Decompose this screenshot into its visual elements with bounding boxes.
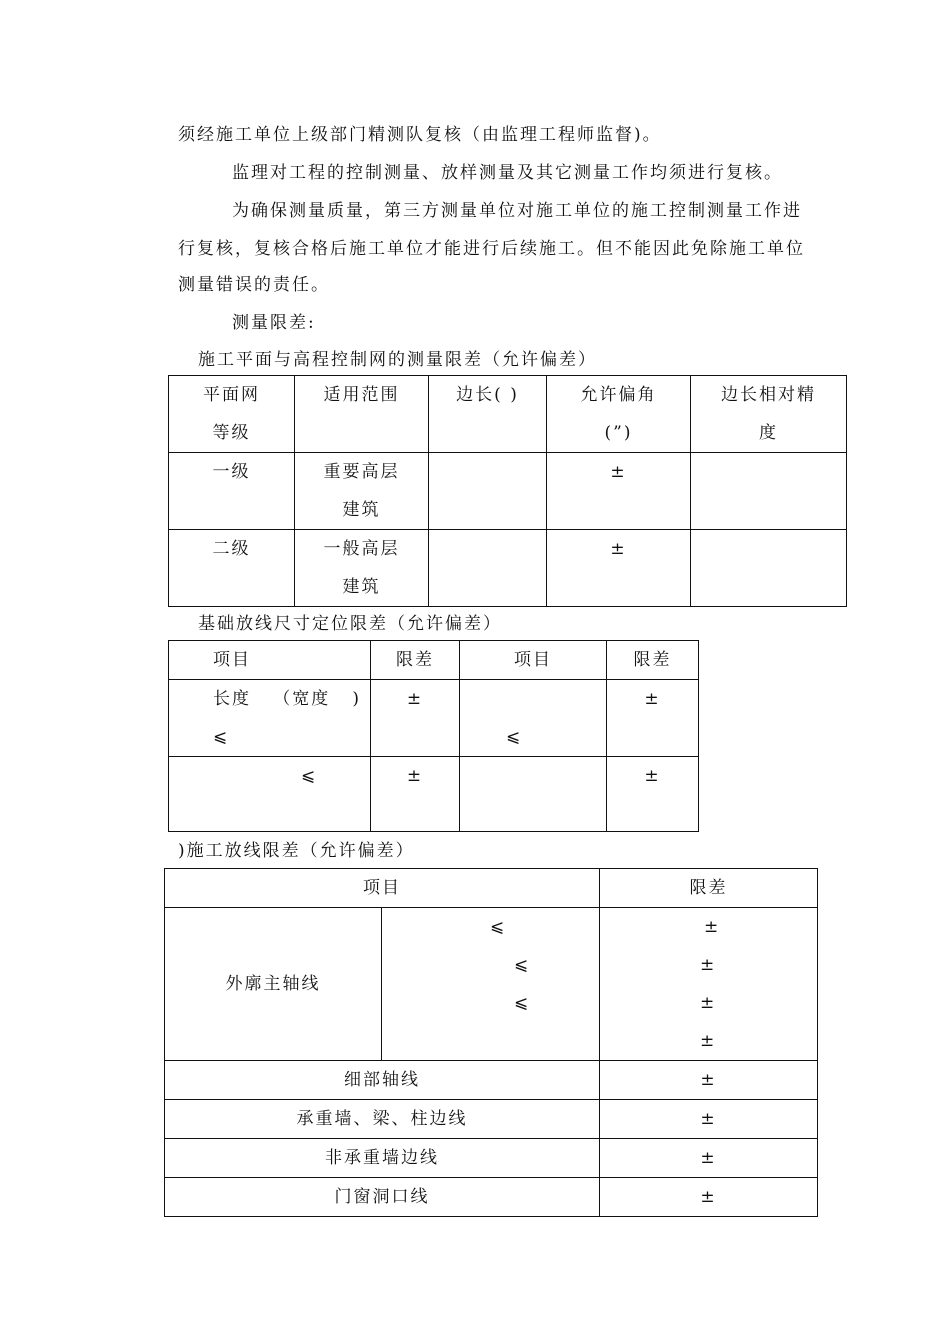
table-row: ⩽ ± ± — [169, 757, 699, 832]
header-item: 项目 — [165, 869, 600, 908]
header-level: 平面网 等级 — [169, 376, 295, 453]
table-row: 非承重墙边线 ± — [165, 1139, 818, 1178]
paragraph-3-line-1: 为确保测量质量，第三方测量单位对施工单位的施工控制测量工作进 — [232, 201, 802, 221]
outer-axis-tolerances: ± ± ± ± — [600, 908, 818, 1061]
paragraph-3-line-2: 行复核，复核合格后施工单位才能进行后续施工。但不能因此免除施工单位 — [178, 239, 805, 259]
control-network-table — [168, 375, 847, 607]
header-angle: 允许偏角 (”) — [547, 376, 691, 453]
foundation-layout-table — [168, 640, 699, 832]
table-row: 细部轴线 ± — [165, 1061, 818, 1100]
header-tolerance-1: 限差 — [371, 641, 460, 680]
construction-layout-table — [164, 868, 818, 1217]
paragraph-3-line-3: 测量错误的责任。 — [178, 275, 330, 295]
table2-caption: 基础放线尺寸定位限差（允许偏差） — [198, 614, 502, 634]
section-heading: 测量限差: — [232, 313, 316, 333]
table-row: 门窗洞口线 ± — [165, 1178, 818, 1217]
table-row — [165, 908, 818, 1061]
table-row: 一级 重要高层 建筑 ± — [169, 453, 847, 530]
header-item-1: 项目 — [169, 641, 371, 680]
table-row: 承重墙、梁、柱边线 ± — [165, 1100, 818, 1139]
outer-axis-label: 外廓主轴线 — [165, 908, 382, 1061]
outer-axis-conditions: ⩽ ⩽ ⩽ — [382, 908, 600, 1061]
table3-caption: )施工放线限差（允许偏差） — [178, 841, 415, 861]
header-relative-precision: 边长相对精 度 — [691, 376, 847, 453]
header-tolerance: 限差 — [600, 869, 818, 908]
header-side-length: 边长( ) — [429, 376, 547, 453]
paragraph-1: 须经施工单位上级部门精测队复核（由监理工程师监督)。 — [178, 125, 662, 145]
header-tolerance-2: 限差 — [607, 641, 699, 680]
header-scope: 适用范围 — [295, 376, 429, 453]
header-item-2: 项目 — [460, 641, 607, 680]
table-row: 二级 一般高层 建筑 ± — [169, 530, 847, 607]
table1-caption: 施工平面与高程控制网的测量限差（允许偏差） — [198, 350, 597, 370]
paragraph-2: 监理对工程的控制测量、放样测量及其它测量工作均须进行复核。 — [232, 163, 783, 183]
table-row: 长度 （宽度 ) ⩽ ± ⩽ ± — [169, 680, 699, 757]
